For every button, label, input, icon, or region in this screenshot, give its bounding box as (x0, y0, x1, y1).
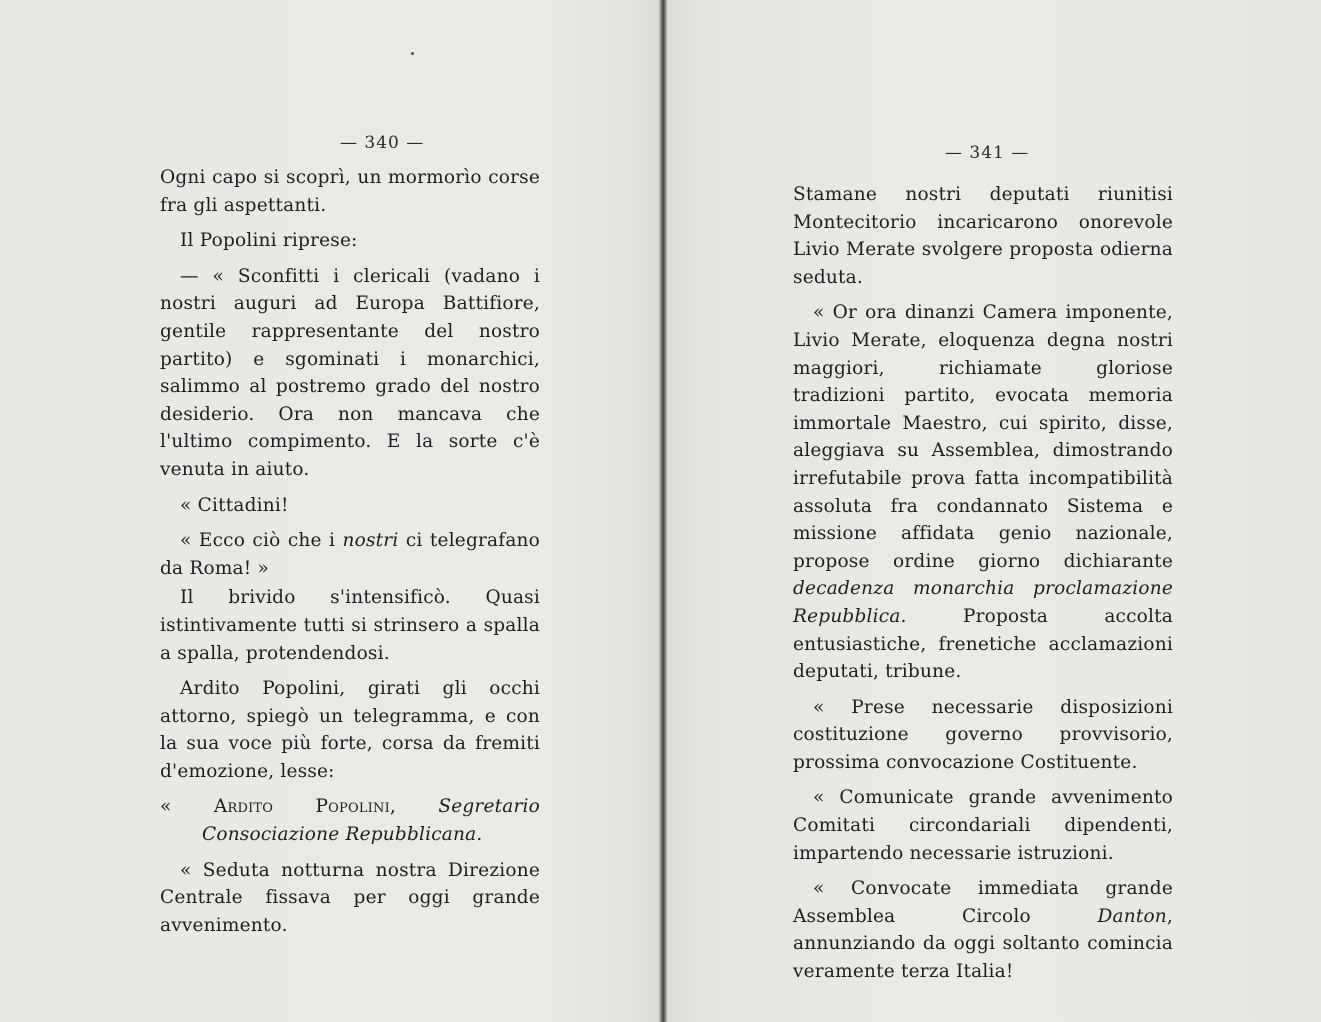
page-number: — 340 — (340, 133, 425, 153)
emphasis: Segretario Consociazione Repubblicana. (202, 796, 540, 846)
small-caps-name: Ardito Popolini (213, 796, 390, 818)
paragraph: Stamane nostri deputati riunitisi Montecitorio incaricarono onorevole Livio Merate svolgere proposta odierna seduta. (793, 184, 1173, 288)
emphasis: decadenza monarchia proclamazione Repubblica. (793, 578, 1173, 627)
text-run: « (160, 796, 214, 818)
text-run: , annunziando da oggi soltanto comincia veramente terza Italia! (793, 905, 1173, 983)
paragraph: « Seduta notturna nostra Direzione Centrale fissava per oggi grande avvenimento. (160, 859, 540, 936)
emphasis: Danton (1097, 905, 1167, 927)
page-number: — 341 — (945, 143, 1030, 163)
paragraph: Il brivido s'intensificò. Quasi istintivamente tutti si strinsero a spalla a spalla, protendendosi. (160, 587, 540, 664)
paragraph: Ardito Popolini, girati gli occhi attorno, spiegò un telegramma, e con la sua voce più forte, corsa da fremiti d'emozione, lesse: (160, 678, 540, 782)
paragraph: « Prese necessarie disposizioni costituzione governo provvisorio, prossima convocazione Costituente. (793, 696, 1173, 773)
left-page (0, 0, 659, 1022)
text-run: « Convocate immediata grande Assemblea Circolo (793, 878, 1173, 927)
text-run: ci telegrafano da Roma! » (160, 530, 541, 579)
paragraph (793, 299, 1173, 685)
book-gutter (659, 0, 667, 1022)
paragraph: Il Popolini riprese: (180, 230, 358, 252)
paragraph: Ogni capo si scoprì, un mormorìo corse fra gli aspettanti. (160, 167, 540, 216)
paragraph: — « Sconfitti i clericali (vadano i nostri auguri ad Europa Battifiore, gentile rappresentante del nostro partito) e sgominati i monarchici, salimmo al postremo grado del nostro desiderio. Ora non mancava che l'ultimo compimento. E la sorte c'è venuta in aiuto. (160, 265, 540, 480)
paragraph (793, 875, 1173, 985)
paragraph: « Cittadini! (180, 494, 289, 516)
emphasis: nostri (342, 530, 399, 552)
page-text (793, 181, 1173, 994)
text-run: « Or ora dinanzi Camera imponente, Livio Merate, eloquenza degna nostri maggiori, richiamate gloriose tradizioni partito, evocata memoria immortale Maestro, cui spirito, disse, aleggiava su Assemblea, dimostrando irrefutabile prova fatta incompatibilità assoluta fra condannato Sistema e missione affidata genio nazionale, propose ordine giorno dichiarante (793, 302, 1173, 572)
telegram-address (160, 793, 540, 848)
right-page (667, 0, 1321, 1022)
paragraph: « Comunicate grande avvenimento Comitati circondariali dipendenti, impartendo necessarie istruzioni. (793, 787, 1173, 864)
page-text (160, 164, 540, 947)
text-run: , (389, 796, 439, 818)
text-run: « Ecco ciò che i (180, 530, 343, 552)
paragraph (160, 527, 540, 582)
ink-speck (411, 52, 414, 55)
text-run: Proposta accolta entusiastiche, frenetiche acclamazioni deputati, tribune. (793, 605, 1173, 683)
